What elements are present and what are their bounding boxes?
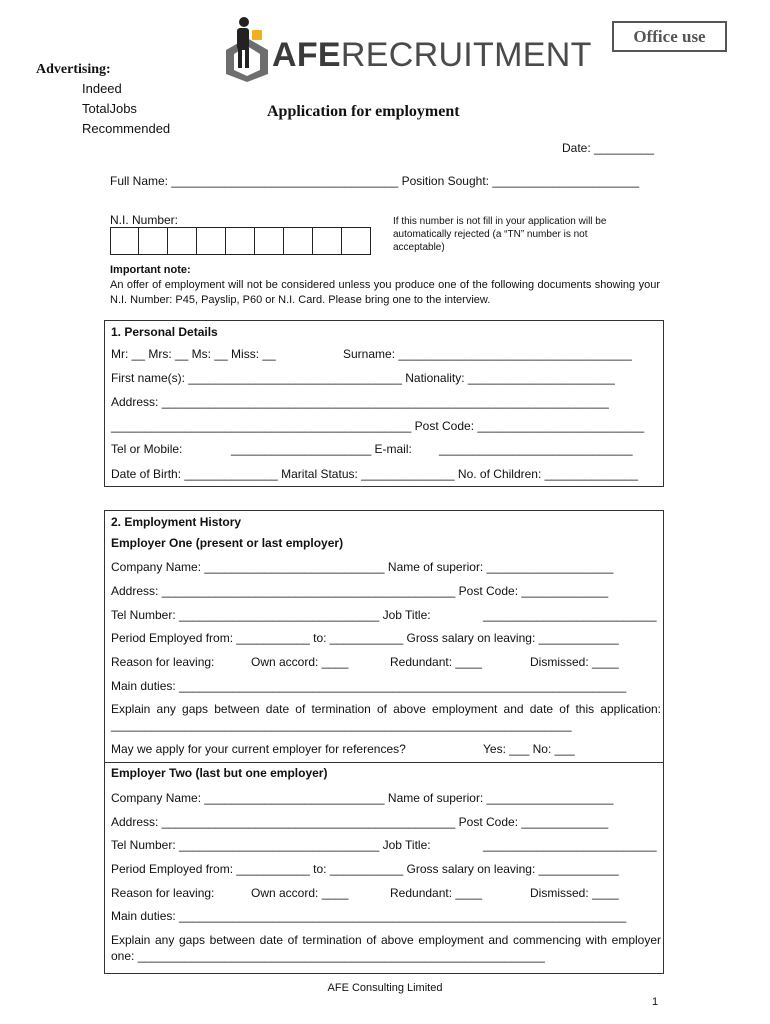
ni-digit-box[interactable]	[168, 227, 197, 255]
first-name-nationality-field[interactable]: First name(s): ________________________________ Nationality: ______________________	[111, 371, 615, 385]
gaps-explanation-field[interactable]: Explain any gaps between date of termination of above employment and date of this application: _____________________________________________________________________	[111, 702, 661, 732]
page-title: Application for employment	[267, 103, 460, 120]
address-field[interactable]: Address: ___________________________________________________________________	[111, 395, 609, 409]
references-question: May we apply for your current employer for references?	[111, 742, 406, 756]
advertising-item: TotalJobs	[82, 101, 137, 116]
ni-digit-box[interactable]	[313, 227, 342, 255]
company-name-field[interactable]: Company Name: ___________________________ Name of superior: ___________________	[111, 560, 614, 574]
ni-digit-box[interactable]	[110, 227, 139, 255]
ni-digit-box[interactable]	[226, 227, 255, 255]
period-salary-field[interactable]: Period Employed from: ___________ to: ___________ Gross salary on leaving: ____________	[111, 862, 619, 876]
tel-jobtitle-field[interactable]: Tel Number: ______________________________ Job Title:	[111, 608, 431, 622]
dismissed-field[interactable]: Dismissed: ____	[530, 655, 619, 669]
employer-one-title: Employer One (present or last employer)	[111, 536, 344, 550]
personal-details-section	[104, 320, 664, 487]
important-note-title: Important note:	[110, 264, 191, 276]
main-duties-field[interactable]: Main duties: ___________________________________________________________________	[111, 909, 627, 923]
ni-number-note: If this number is not fill in your application will be automatically rejected (a “TN” number is not acceptable)	[393, 216, 607, 253]
afe-logo-icon	[222, 16, 272, 82]
company-address-field[interactable]: Address: ____________________________________________ Post Code: _____________	[111, 584, 609, 598]
company-address-field[interactable]: Address: ____________________________________________ Post Code: _____________	[111, 815, 609, 829]
ni-digit-box[interactable]	[255, 227, 284, 255]
main-duties-field[interactable]: Main duties: ___________________________________________________________________	[111, 679, 627, 693]
own-accord-field[interactable]: Own accord: ____	[251, 886, 349, 900]
advertising-item: Indeed	[82, 81, 122, 96]
section-heading: 2. Employment History	[111, 515, 242, 529]
date-field[interactable]: Date: _________	[562, 141, 655, 155]
tel-label: Tel or Mobile:	[111, 442, 183, 456]
company-name-field[interactable]: Company Name: ___________________________ Name of superior: ___________________	[111, 791, 614, 805]
ni-number-input[interactable]	[110, 227, 371, 255]
job-title-field[interactable]: __________________________	[483, 608, 657, 622]
period-salary-field[interactable]: Period Employed from: ___________ to: ___________ Gross salary on leaving: ____________	[111, 631, 619, 645]
ni-digit-box[interactable]	[197, 227, 226, 255]
surname-field[interactable]: Surname: ___________________________________	[343, 347, 632, 361]
employer-two-title: Employer Two (last but one employer)	[111, 766, 328, 780]
job-title-field[interactable]: __________________________	[483, 838, 657, 852]
dismissed-field[interactable]: Dismissed: ____	[530, 886, 619, 900]
title-field[interactable]: Mr: __ Mrs: __ Ms: __ Miss: __	[111, 347, 276, 361]
own-accord-field[interactable]: Own accord: ____	[251, 655, 349, 669]
office-use-box: Office use	[612, 21, 727, 52]
employer-divider	[105, 762, 663, 763]
ni-number-label: N.I. Number:	[110, 213, 179, 227]
address-postcode-field[interactable]: _____________________________________________ Post Code: _________________________	[111, 419, 645, 433]
logo-wordmark: AFERECRUITMENT	[272, 36, 592, 74]
page-number: 1	[652, 996, 659, 1008]
important-note-text: An offer of employment will not be considered unless you produce one of the following documents showing your N.I. Number: P45, Payslip, P60 or N.I. Card. Please bring one to the interview.	[110, 279, 660, 306]
footer-company: AFE Consulting Limited	[327, 982, 443, 994]
reason-label: Reason for leaving:	[111, 655, 215, 669]
gaps-explanation-field[interactable]: Explain any gaps between date of termination of above employment and commencing with employer one: _____________________________________________________________	[111, 933, 661, 963]
ni-digit-box[interactable]	[139, 227, 168, 255]
full-name-position-field[interactable]: Full Name: __________________________________ Position Sought: ______________________	[110, 174, 640, 188]
ni-digit-box[interactable]	[284, 227, 313, 255]
tel-field[interactable]: _____________________ E-mail:	[231, 442, 412, 456]
references-answer-field[interactable]: Yes: ___ No: ___	[483, 742, 575, 756]
ni-digit-box[interactable]	[342, 227, 371, 255]
tel-jobtitle-field[interactable]: Tel Number: ______________________________ Job Title:	[111, 838, 431, 852]
reason-label: Reason for leaving:	[111, 886, 215, 900]
section-heading: 1. Personal Details	[111, 325, 218, 339]
email-field[interactable]: _____________________________	[439, 442, 633, 456]
advertising-title: Advertising:	[36, 62, 111, 77]
advertising-item: Recommended	[82, 121, 171, 136]
redundant-field[interactable]: Redundant: ____	[390, 886, 483, 900]
redundant-field[interactable]: Redundant: ____	[390, 655, 483, 669]
employment-history-section	[104, 510, 664, 974]
dob-marital-children-field[interactable]: Date of Birth: ______________ Marital Status: ______________ No. of Children: ______________	[111, 467, 639, 481]
